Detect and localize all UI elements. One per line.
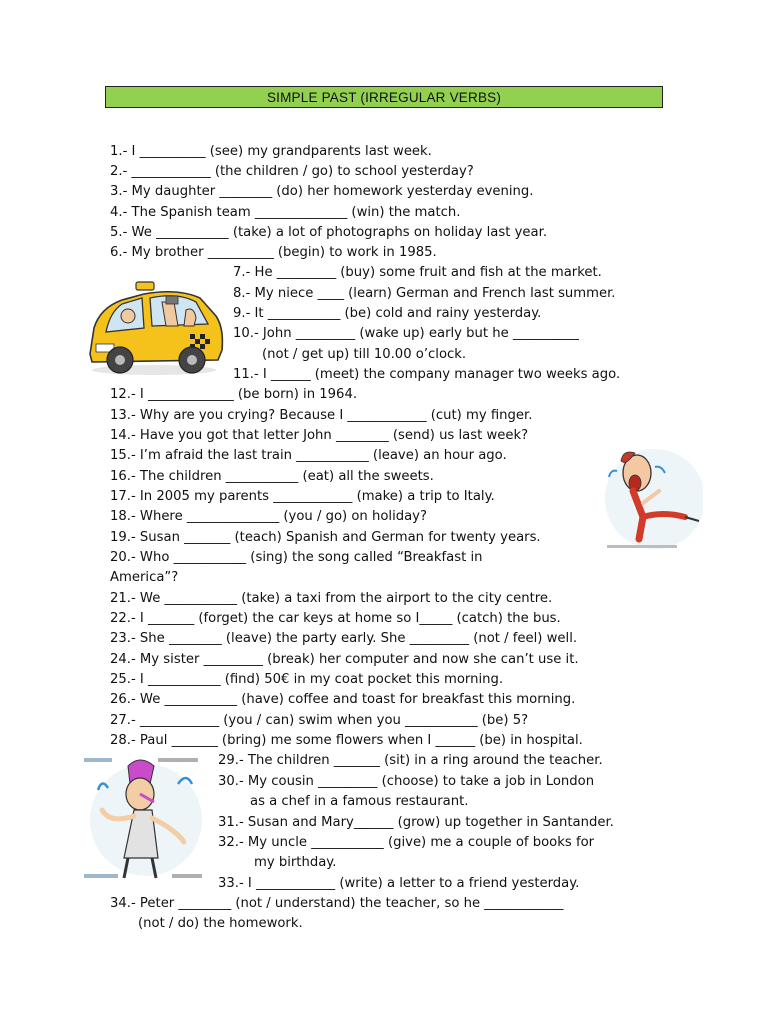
exercise-line: 28.- Paul _______ (bring) me some flowers when I ______ (be) in hospital. bbox=[110, 733, 583, 748]
exercise-line: as a chef in a famous restaurant. bbox=[250, 794, 469, 809]
exercise-line: 3.- My daughter ________ (do) her homework yesterday evening. bbox=[110, 184, 534, 199]
exercise-line: 18.- Where ______________ (you / go) on holiday? bbox=[110, 509, 427, 524]
exercise-line: 27.- ____________ (you / can) swim when you ___________ (be) 5? bbox=[110, 713, 529, 728]
sick-man-illustration bbox=[80, 754, 210, 884]
worksheet-title: SIMPLE PAST (IRREGULAR VERBS) bbox=[105, 86, 663, 108]
exercise-line: 21.- We ___________ (take) a taxi from the airport to the city centre. bbox=[110, 591, 553, 606]
exercise-line: 16.- The children ___________ (eat) all the sweets. bbox=[110, 469, 434, 484]
exercise-line: 4.- The Spanish team ______________ (win) the match. bbox=[110, 205, 461, 220]
exercise-line: 17.- In 2005 my parents ____________ (make) a trip to Italy. bbox=[110, 489, 495, 504]
exercise-line: 11.- I ______ (meet) the company manager two weeks ago. bbox=[233, 367, 621, 382]
exercise-line: 34.- Peter ________ (not / understand) the teacher, so he ____________ bbox=[110, 896, 564, 911]
exercise-line: 13.- Why are you crying? Because I ____________ (cut) my finger. bbox=[110, 408, 533, 423]
exercise-line: 8.- My niece ____ (learn) German and French last summer. bbox=[233, 286, 616, 301]
exercise-line: 7.- He _________ (buy) some fruit and fish at the market. bbox=[233, 265, 602, 280]
exercise-line: 29.- The children _______ (sit) in a ring around the teacher. bbox=[218, 753, 603, 768]
exercise-line: 19.- Susan _______ (teach) Spanish and German for twenty years. bbox=[110, 530, 541, 545]
exercise-line: America”? bbox=[110, 570, 179, 585]
exercise-line: 1.- I __________ (see) my grandparents last week. bbox=[110, 144, 432, 159]
exercise-line: (not / get up) till 10.00 o’clock. bbox=[262, 347, 467, 362]
exercise-line: 5.- We ___________ (take) a lot of photographs on holiday last year. bbox=[110, 225, 548, 240]
exercise-line: (not / do) the homework. bbox=[138, 916, 303, 931]
exercise-line: 12.- I _____________ (be born) in 1964. bbox=[110, 387, 358, 402]
exercise-line: 25.- I ___________ (find) 50€ in my coat pocket this morning. bbox=[110, 672, 504, 687]
exercise-line: 32.- My uncle ___________ (give) me a couple of books for bbox=[218, 835, 595, 850]
exercise-line: my birthday. bbox=[254, 855, 337, 870]
exercise-line: 30.- My cousin _________ (choose) to take a job in London bbox=[218, 774, 595, 789]
exercise-line: 33.- I ____________ (write) a letter to a friend yesterday. bbox=[218, 876, 580, 891]
exercise-line: 6.- My brother __________ (begin) to work in 1985. bbox=[110, 245, 437, 260]
exercise-line: 22.- I _______ (forget) the car keys at home so I_____ (catch) the bus. bbox=[110, 611, 561, 626]
exercise-line: 15.- I’m afraid the last train ___________ (leave) an hour ago. bbox=[110, 448, 507, 463]
crying-man-illustration bbox=[603, 447, 703, 553]
exercise-line: 2.- ____________ (the children / go) to school yesterday? bbox=[110, 164, 474, 179]
exercise-line: 24.- My sister _________ (break) her computer and now she can’t use it. bbox=[110, 652, 579, 667]
exercise-line: 10.- John _________ (wake up) early but he __________ bbox=[233, 326, 579, 341]
exercise-line: 26.- We ___________ (have) coffee and toast for breakfast this morning. bbox=[110, 692, 576, 707]
exercise-line: 23.- She ________ (leave) the party early. She _________ (not / feel) well. bbox=[110, 631, 578, 646]
taxi-illustration bbox=[82, 276, 227, 378]
exercise-line: 20.- Who ___________ (sing) the song called “Breakfast in bbox=[110, 550, 483, 565]
exercise-line: 31.- Susan and Mary______ (grow) up together in Santander. bbox=[218, 815, 614, 830]
exercise-line: 14.- Have you got that letter John ________ (send) us last week? bbox=[110, 428, 529, 443]
exercise-line: 9.- It ___________ (be) cold and rainy yesterday. bbox=[233, 306, 542, 321]
